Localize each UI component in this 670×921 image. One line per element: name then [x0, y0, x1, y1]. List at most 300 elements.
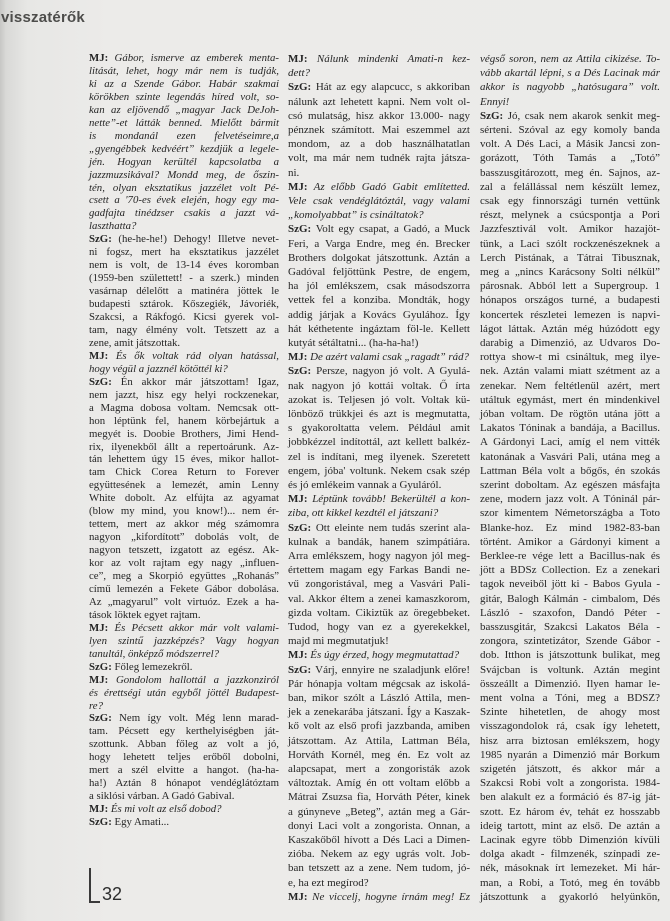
line-text: zongora, szintetizátor, Szende Gábor -	[480, 635, 660, 648]
line-text: Arra emlékszem, hogy nagyon jól meg-	[288, 550, 470, 562]
line-text: zenekar. Nem feltétlenül azért, mert	[480, 379, 660, 392]
line-text: hon léptünk fel, hanem körbejártuk a	[89, 414, 279, 427]
article-line	[89, 65, 279, 78]
article-line	[480, 393, 660, 407]
line-text: szor kimentem Németországba a Toto	[480, 507, 660, 520]
line-text: Mátrai Zsuzsa fia, Horváth Péter, kinek	[288, 791, 470, 804]
article-line	[89, 130, 279, 143]
line-text: (blow my mind, you know!)... nem ér-	[89, 505, 279, 518]
line-text: Lacinak egyre több Dimenzión kívüli	[480, 834, 660, 846]
article-line	[288, 450, 470, 464]
line-text: tettem, mert az akkor még számomra	[89, 518, 279, 531]
article-line	[480, 265, 660, 279]
line-text: tán lehettem úgy 15 éves, mikor hallot-	[89, 453, 279, 466]
article-line	[288, 322, 470, 336]
line-text: jött a BDSz Collection. Ez a zenekari	[480, 564, 660, 577]
article-line	[89, 104, 279, 117]
article-line	[480, 790, 660, 804]
line-text: val. Akkor éltem a zenei kamaszkorom,	[288, 592, 470, 605]
article-line	[480, 450, 660, 464]
line-text: re?	[89, 699, 103, 712]
article-line	[480, 336, 660, 350]
line-text: tagok neveiből jött ki - Babos Gyula -	[480, 578, 660, 591]
article-line	[480, 52, 660, 66]
article-line	[89, 311, 279, 324]
article-line	[288, 734, 470, 748]
article-line	[89, 687, 279, 700]
line-text: ha jól emlékszem, csak másodszorra	[288, 280, 470, 293]
line-text: Volt egy csapat, a Gadó, a Muck	[315, 223, 470, 236]
section-header: visszatérők	[1, 9, 85, 26]
line-text: kor az volt rajtam egy nagy „influen-	[89, 557, 279, 570]
line-text: Jó, csak nem akarok senkit meg-	[507, 109, 661, 122]
article-line	[480, 492, 660, 506]
line-text: ni fogsz, mert ha eksztatikus jazzélet	[89, 246, 279, 259]
article-line	[288, 95, 470, 109]
article-line	[288, 705, 470, 719]
article-line	[480, 592, 660, 606]
article-line	[288, 336, 470, 350]
article-line	[89, 143, 279, 156]
line-text: White dobolt. Az elfújta az agyamat	[89, 492, 279, 505]
line-text: hisz arra biztosan emlékszem, hogy	[480, 734, 660, 747]
article-line	[288, 350, 470, 364]
article-line	[288, 151, 470, 165]
article-line	[89, 544, 279, 557]
line-text: Persze, nagyon jó volt. A Gyulá-	[316, 365, 470, 378]
line-text: kutyát sétáltatni... (ha-ha-ha!)	[288, 337, 419, 349]
line-text: sérteni. Szóval az egy komoly banda	[480, 124, 660, 136]
speaker-label: MJ:	[89, 673, 109, 686]
article-line	[480, 350, 660, 364]
line-text: részt, melynek a csúcspontja a Pori	[480, 209, 660, 222]
line-text: Lerch Pistának, a Tátrai Tibusznak,	[480, 251, 660, 264]
article-line	[288, 648, 470, 662]
article-line	[288, 592, 470, 606]
line-text: hát kéthetente ingáztam föl-le. Kellett	[288, 322, 470, 335]
line-text: gadfajta tinédzser csakis a jazzt vá-	[89, 207, 279, 220]
article-line	[89, 117, 279, 130]
line-text: katonának a Vasvári Pali, utána meg a	[480, 450, 660, 463]
speaker-label: MJ:	[89, 349, 109, 362]
line-text: man, a Robi, a Totó, meg én tovább	[480, 876, 660, 889]
article-line	[480, 66, 660, 80]
article-line	[89, 700, 279, 713]
line-text: nálunk azt lehetett kapni. Nem volt ol-	[288, 95, 470, 108]
line-text: párosnak. Abból lett a Supergroup. 1	[480, 280, 660, 293]
line-text: a gúnyneve „Beteg”, aztán meg a Gár-	[288, 805, 470, 818]
speaker-label: MJ:	[288, 493, 308, 506]
article-line	[89, 78, 279, 91]
article-line	[89, 259, 279, 272]
line-text: nak nagyon jó kottái voltak. Ő írta	[288, 379, 470, 392]
article-line	[89, 751, 279, 764]
line-text: végső soron, nem az Attila cikizése. To-	[480, 53, 660, 65]
line-text: ce”, meg a Skorpió együttes „Rohanás”	[89, 570, 279, 582]
line-text: Tudod, hogy van ez a gyerekekkel,	[288, 621, 470, 633]
line-text: Brothers dolgokat játszottunk. Aztán a	[288, 251, 470, 264]
line-text: nek. Aztán valami miatt szétment az a	[480, 365, 660, 378]
speaker-label: MJ:	[288, 180, 308, 193]
article-line	[288, 251, 470, 265]
article-line	[288, 464, 470, 478]
line-text: s gyakoroltatta velem. Például amit	[288, 422, 470, 435]
line-text: lágot láttak. Aztán még húzódott egy	[480, 322, 660, 335]
line-text: Az „magyarul” volt virtuóz. Ezek a ha-	[89, 595, 279, 608]
speaker-label: SzG:	[480, 109, 504, 122]
speaker-label: SzG:	[288, 223, 312, 236]
line-text: Szakcsi Robi volt a zongorista. 1984-	[480, 777, 660, 790]
folio-bracket	[89, 868, 91, 903]
line-text: nagyon „kifordított” dobolás volt, de	[89, 531, 279, 544]
article-line	[480, 719, 660, 733]
article-line	[480, 137, 660, 151]
line-text: nem jazzt, hisz egy helyi rockzenekar,	[89, 388, 279, 401]
speaker-label: MJ:	[89, 621, 109, 634]
article-line	[89, 790, 279, 803]
article-line	[480, 805, 660, 819]
speaker-label: SzG:	[288, 81, 312, 94]
line-text: darabig a Dimenzió, az Udvaros Do-	[480, 337, 660, 349]
line-text: zel is indítani, meg ilyenek. Szeretett	[288, 450, 470, 463]
line-text: Nálunk mindenki Amati-n kez-	[316, 53, 471, 65]
article-line	[89, 648, 279, 661]
line-text: tam, nagy élmény volt. Tetszett az a	[89, 323, 279, 336]
article-line	[480, 705, 660, 719]
article-line	[288, 876, 470, 890]
article-line	[89, 738, 279, 751]
article-line	[89, 428, 279, 441]
line-text: 1985 nyarán a Dimenzió már Borkum	[480, 748, 660, 761]
line-text: hogy lehetett teljes erőből dobolni,	[89, 751, 279, 764]
article-line	[288, 549, 470, 563]
article-line	[89, 674, 279, 687]
article-line	[480, 521, 660, 535]
line-text: (he-he-he!) Dehogy! Illetve nevet-	[118, 233, 279, 246]
article-line	[480, 691, 660, 705]
line-text: Gadóval feljöttünk Pestre, de engem,	[288, 266, 470, 278]
article-line	[89, 609, 279, 622]
line-text: körökben szinte legendás híred volt, so-	[89, 90, 279, 103]
article-line	[288, 66, 470, 80]
article-line	[480, 535, 660, 549]
article-line	[480, 734, 660, 748]
speaker-label: SzG:	[89, 712, 112, 725]
article-line	[89, 479, 279, 492]
line-text: azokat is. Teljesen jó volt. Voltak kü-	[288, 393, 470, 406]
speaker-label: SzG:	[89, 233, 112, 246]
line-text: Egy Amati...	[114, 816, 170, 829]
article-line	[480, 762, 660, 776]
article-line	[480, 237, 660, 251]
line-text: Szinte hihetetlen, de ahogy most	[480, 706, 660, 719]
article-line	[480, 194, 660, 208]
speaker-label: SzG:	[288, 365, 312, 378]
article-line	[480, 549, 660, 563]
article-line	[89, 182, 279, 195]
speaker-label: MJ:	[89, 803, 109, 816]
article-line	[89, 207, 279, 220]
line-text: utáltuk egymást, mert én mindenkivel	[480, 393, 660, 406]
line-text: kő volt az első profi jazzbanda, amiben	[288, 720, 470, 733]
article-line	[288, 393, 470, 407]
line-text: jóban voltam. De rögtön utána jött a	[480, 408, 660, 420]
line-text: tanultál, önképző módszerrel?	[89, 647, 220, 660]
line-text: ban, mikor szólt a László Attila, men-	[288, 692, 470, 704]
article-line	[288, 379, 470, 393]
speaker-label: MJ:	[89, 52, 109, 64]
speaker-label: SzG:	[288, 521, 312, 534]
line-text: játszottunk a gyakorló helyünkön,	[480, 890, 660, 903]
line-text: akkor is nagyobb „hatósugara” volt.	[480, 81, 660, 94]
line-text: Vele csak vendéglátóztál, vagy valami	[288, 195, 470, 207]
line-text: csak egy finnországi turnén vettünk	[480, 195, 660, 207]
article-line	[480, 151, 660, 165]
article-line	[480, 847, 660, 861]
article-line	[480, 620, 660, 634]
article-line	[480, 876, 660, 890]
speaker-label: MJ:	[288, 890, 308, 903]
line-text: jek a zenekarába játszani. Így a Kaszak-	[288, 706, 470, 719]
article-line	[288, 776, 470, 790]
line-text: vettek fel a konziba. Mondták, hogy	[288, 294, 470, 307]
article-line	[89, 777, 279, 790]
article-line	[288, 293, 470, 307]
line-text: Svájcban is voltunk. Aztán megint	[480, 663, 660, 676]
article-line	[480, 293, 660, 307]
line-text: Főleg lemezekről.	[114, 660, 193, 673]
article-line	[288, 265, 470, 279]
article-line	[288, 237, 470, 251]
line-text: zene, modern jazz volt. A Tóninál pár-	[480, 493, 660, 506]
article-line	[89, 816, 279, 829]
line-text: addig járjak a Kovács Gyulához. Így	[288, 308, 470, 321]
line-text: is mondanál ezen felvetéseimre,a	[89, 129, 279, 142]
line-text: zal a felállással nem készült lemez,	[480, 180, 660, 193]
article-line	[480, 166, 660, 180]
line-text: a siklósi várban. A Gadó Gabival.	[89, 790, 235, 803]
article-line	[288, 563, 470, 577]
article-line	[288, 123, 470, 137]
article-line	[480, 776, 660, 790]
line-text: Az előbb Gadó Gabit említetted.	[313, 180, 470, 193]
article-line	[480, 861, 660, 875]
article-line	[89, 441, 279, 454]
line-text: a Magma dobosa voltam. Nemcsak ott-	[89, 401, 279, 414]
article-line	[480, 222, 660, 236]
line-text: tam. Pécsett egy kerthelyiségben ját-	[89, 725, 279, 738]
article-line	[89, 583, 279, 596]
line-text: dolga akadt - filmzenék, színpadi ze-	[480, 848, 660, 861]
line-text: litását, lehet, hogy már nem is tudják,	[89, 64, 279, 77]
line-text: basszusgitározott, meg én. Sajnos, az-	[480, 166, 660, 179]
article-line	[89, 91, 279, 104]
article-line	[480, 308, 660, 322]
article-line	[89, 169, 279, 182]
line-text: hónapos országos turné, a budapesti	[480, 294, 660, 307]
article-line	[89, 415, 279, 428]
article-line	[288, 109, 470, 123]
line-text: Feri, a Varga Endre, meg én. Brecker	[288, 237, 470, 250]
line-text: zióba. Nekem az egy ugrás volt. Job-	[288, 848, 470, 861]
line-text: csó mulatság, hisz akkor 13.000- nagy	[288, 109, 470, 122]
line-text: gorázott, Tóth Tamás a „Totó”	[480, 152, 660, 165]
line-text: hogy végül a jazznél kötöttél ki?	[89, 362, 228, 375]
article-line	[89, 337, 279, 350]
article-line	[89, 712, 279, 725]
article-line	[480, 819, 660, 833]
line-text: De azért valami csak „ragadt” rád?	[310, 351, 470, 364]
article-line	[288, 691, 470, 705]
line-text: Blanke-hoz. Ez mind 1982-83-ban	[480, 521, 660, 534]
article-line	[288, 208, 470, 222]
line-text: És mi volt az első dobod?	[110, 803, 222, 816]
line-text: dett?	[288, 67, 310, 80]
line-text: Jazzfesztivál volt. Amikor hazajöt-	[480, 223, 660, 236]
article-line	[288, 222, 470, 236]
speaker-label: MJ:	[288, 351, 308, 364]
line-text: Berklee-re vége lett a Bacillus-nak és	[480, 550, 660, 562]
article-line	[89, 246, 279, 259]
line-text: És úgy érzed, hogy megmutattad?	[310, 649, 460, 662]
article-line	[89, 233, 279, 246]
article-line	[288, 719, 470, 733]
article-line	[480, 634, 660, 648]
line-text: nem is volt, de 13-14 éves koromban	[89, 259, 279, 272]
line-text: Várj, ennyire ne szaladjunk előre!	[315, 663, 470, 676]
article-line	[480, 95, 660, 109]
article-line	[480, 833, 660, 847]
line-text: És Pécsett akkor már volt valami-	[114, 621, 279, 634]
line-text: és jó emlékeim vannak a Gyuláról.	[288, 479, 442, 491]
line-text: megyét is. Doobie Brothers, Jimi Hend-	[89, 427, 279, 440]
article-line	[288, 137, 470, 151]
line-text: majd mi megmutatjuk!	[288, 635, 389, 648]
line-text: jobbkézzel indítottál, azt kellett balkéz-	[288, 436, 470, 449]
article-line	[89, 389, 279, 402]
article-line	[480, 748, 660, 762]
line-text: laszthatta?	[89, 220, 137, 233]
line-text: tén, olyan eksztatikus jazzélet volt Pé-	[89, 181, 279, 194]
article-line	[89, 803, 279, 816]
line-text: És ők voltak rád olyan hatással,	[115, 349, 280, 362]
article-line	[89, 350, 279, 363]
article-line	[480, 563, 660, 577]
article-line	[288, 677, 470, 691]
article-line	[89, 557, 279, 570]
line-text: kulnak a bandák, hanem szimpátiára.	[288, 535, 470, 548]
line-text: Gábor, ismerve az emberek menta-	[114, 52, 279, 64]
line-text: Én akkor már játszottam! Igaz,	[120, 375, 279, 388]
article-line	[480, 80, 660, 94]
line-text: ben alakult ez a formáció és 87-ig ját-	[480, 791, 660, 804]
line-text: koncertek részletei lemezen is napvi-	[480, 308, 660, 321]
article-line	[288, 308, 470, 322]
line-text: rottya show-t mi csináltuk, meg ilye-	[480, 351, 660, 364]
article-line	[288, 180, 470, 194]
line-text: visszagondolok rá, csak így lehetett,	[480, 720, 660, 733]
speaker-label: SzG:	[89, 660, 112, 673]
line-text: tások löktek egyet rajtam.	[89, 608, 201, 621]
line-text: szigetén játszott, és akkor már a	[480, 763, 660, 775]
article-line	[480, 180, 660, 194]
line-text: „komolyabbat” is csináltatok?	[288, 209, 424, 222]
article-line	[480, 123, 660, 137]
line-text: nette”-et látták benned. Mielőtt bármit	[89, 116, 279, 129]
article-line	[89, 194, 279, 207]
article-line	[480, 648, 660, 662]
line-text: Nem így volt. Még lenn marad-	[119, 712, 279, 725]
line-text: donyi Laci volt a zongorista. Onnan, a	[288, 819, 470, 832]
article-line	[480, 407, 660, 421]
article-line	[89, 505, 279, 518]
article-line	[288, 279, 470, 293]
article-line	[480, 109, 660, 123]
article-line	[89, 570, 279, 583]
article-line	[288, 364, 470, 378]
article-line	[480, 364, 660, 378]
article-line	[288, 634, 470, 648]
article-line	[288, 833, 470, 847]
article-line	[480, 506, 660, 520]
line-text: együttesének a lemezét, amin Lenny	[89, 479, 279, 492]
article-line	[288, 492, 470, 506]
speaker-label: SzG:	[288, 663, 312, 676]
line-text: vább akartál lépni, s a Dés Lacinak már	[480, 67, 660, 80]
line-text: e, ha ezt megírod?	[288, 876, 369, 889]
line-text: szerint doboltam. Az egészen másfajta	[480, 479, 660, 491]
line-text: ha!) Aztán 8 hónapot vendéglátóztam	[89, 777, 279, 790]
line-text: ziba, ott kikkel kezdtél el játszani?	[288, 507, 439, 520]
line-text: nék, másoknak írt lemezeket. Mi hár-	[480, 862, 660, 875]
article-line	[89, 725, 279, 738]
line-text: értettem magam egy Farkas Bandi ne-	[288, 564, 470, 577]
line-text: „gyengébbek kedvéért” kezdjük a legele-	[89, 142, 279, 155]
line-text: Szakcsi, a Rákfogó. Kicsi gyerek vol-	[89, 311, 279, 323]
article-line	[89, 635, 279, 648]
line-text: Ott eleinte nem tudás szerint ala-	[315, 521, 470, 534]
article-line	[288, 847, 470, 861]
article-line	[480, 677, 660, 691]
article-line	[288, 407, 470, 421]
line-text: Pár hónapja voltam mégcsak az iskolá-	[288, 677, 470, 690]
article-line	[480, 322, 660, 336]
article-line	[480, 663, 660, 677]
article-line	[288, 435, 470, 449]
line-text: Lattman Béla volt a bőgős, én szokás	[480, 464, 660, 477]
article-line	[89, 298, 279, 311]
page-number: 32	[102, 884, 123, 904]
article-line	[288, 620, 470, 634]
article-line	[288, 521, 470, 535]
article-line	[89, 466, 279, 479]
article-line	[480, 890, 660, 904]
line-text: ki az a Szende Gábor. Habár szakmai	[89, 77, 279, 90]
line-text: zene, amit játszottak.	[89, 336, 181, 349]
article-line	[288, 535, 470, 549]
article-line	[288, 577, 470, 591]
line-text: és érettségi után egyből jöttél Budapest-	[89, 686, 279, 699]
article-line	[288, 819, 470, 833]
line-text: vű zongoristával, meg a Vasvári Pali-	[288, 578, 470, 591]
line-text: tam Chick Corea Return to Forever	[89, 466, 279, 479]
article-line	[480, 379, 660, 393]
line-text: volt. A Dés Laci, a Másik Jancsi zon-	[480, 138, 660, 151]
line-text: szottunk. Abban főleg az volt a jó,	[89, 738, 279, 751]
article-line	[288, 861, 470, 875]
article-line	[480, 606, 660, 620]
line-text: lyen szintű jazzképzés? Vagy hogyan	[89, 634, 279, 647]
